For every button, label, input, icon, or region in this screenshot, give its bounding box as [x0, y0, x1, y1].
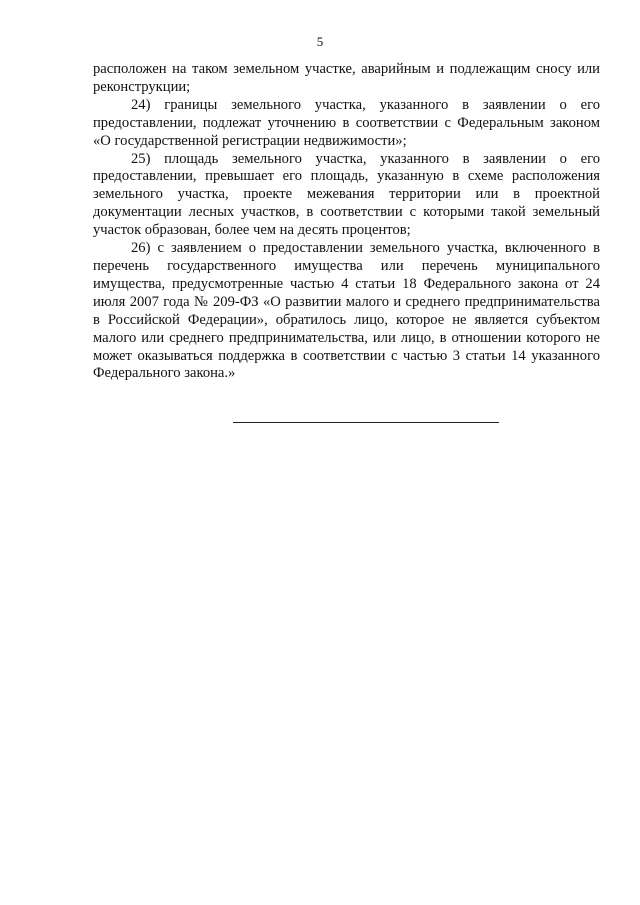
- page-number: 5: [316, 34, 324, 49]
- document-body: [93, 61, 600, 383]
- paragraph-continuation: расположен на таком земельном участке, аварийным и подлежащим сносу или реконструкции;: [93, 61, 600, 95]
- paragraph-item-25: 25) площадь земельного участка, указанного в заявлении о его предоставлении, превышает его площадь, указанную в схеме расположения земельного участка, проекте межевания территории или в проектной документации лесных участков, в соответствии с которыми такой земельный участок образован, более чем на десять процентов;: [93, 150, 600, 239]
- end-of-document-line: [233, 422, 499, 423]
- paragraph-item-24: 24) границы земельного участка, указанного в заявлении о его предоставлении, подлежат уточнению в соответствии с Федеральным законом «О государственной регистрации недвижимости»;: [93, 96, 600, 149]
- paragraph-item-26: 26) с заявлением о предоставлении земельного участка, включенного в перечень государственного имущества или перечень муниципального имущества, предусмотренные частью 4 статьи 18 Федерального закона от 24 июля 2007 года № 209-ФЗ «О развитии малого и среднего предпринимательства в Российской Федерации», обратилось лицо, которое не является субъектом малого или среднего предпринимательства, или лицо, в отношении которого не может оказываться поддержка в соответствии с частью 3 статьи 14 указанного Федерального закона.»: [93, 240, 600, 382]
